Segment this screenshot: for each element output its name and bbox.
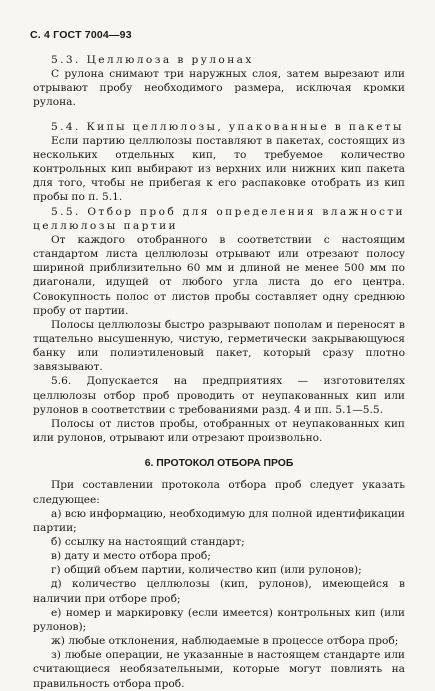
page-header: С. 4 ГОСТ 7004—93 xyxy=(30,29,132,41)
paragraph: Полосы от листов пробы, отобранных от неупакованных кип или рулонов, отрывают или отрезают произвольно. xyxy=(33,417,405,445)
heading-5-5: 5.5. Отбор проб для определения влажности целлюлозы партии xyxy=(33,205,405,232)
spacer xyxy=(33,110,405,120)
protocol-item-a: а) всю информацию, необходимую для полной идентификации партии; xyxy=(33,507,405,534)
protocol-item-b: б) ссылку на настоящий стандарт; xyxy=(51,536,245,548)
paragraph-5-6: 5.6. Допускается на предприятиях — изготовителях целлюлозы отбор проб проводить от неупакованных кип или рулонов в соответствии с требованиями разд. 4 и пп. 5.1—5.5. xyxy=(33,375,405,416)
paragraph: Если партию целлюлозы поставляют в пакетах, состоящих из нескольких отдельных кип, то требуемое количество контрольных кип выбирают из верхних или нижних кип пакета для того, чтобы не прибегая к его распаковке отобрать из кип пробы по п. 5.1. xyxy=(33,134,405,204)
protocol-item-v: в) дату и место отбора проб; xyxy=(51,550,211,563)
protocol-item-g: г) общий объем партии, количество кип (или рулонов); xyxy=(51,564,362,577)
protocol-item-zh: ж) любые отклонения, наблюдаемые в процессе отбора проб; xyxy=(51,635,399,648)
paragraph: С рулона снимают три наружных слоя, затем вырезают или отрывают пробу необходимого размера, исключая кромки рулона. xyxy=(33,68,405,109)
protocol-item-z: з) любые операции, не указанные в настоящем стандарте или считающиеся необязательными, которые могут повлиять на правильность отбора проб. xyxy=(33,649,405,690)
protocol-item-d: д) количество целлюлозы (кип, рулонов), имеющейся в наличии при отборе проб; xyxy=(33,578,405,605)
heading-5-4: 5.4. Кипы целлюлозы, упакованные в пакеты xyxy=(51,120,404,133)
paragraph: Полосы целлюлозы быстро разрывают пополам и переносят в тщательно высушенную, чистую, герметически закрывающуюся банку или полиэтиленовый пакет, который сразу плотно завязывают. xyxy=(33,318,405,374)
paragraph: От каждого отобранного в соответствии с настоящим стандартом листа целлюлозы отрывают или отрезают полосу шириной приблизительно 60 мм и длиной не менее 500 мм по диагонали, идущей от любого угла листа до его центра. Совокупность полос от листов пробы составляет одну среднюю пробу от партии. xyxy=(33,233,405,317)
protocol-intro: При составлении протокола отбора проб следует указать следующее: xyxy=(33,479,405,506)
heading-5-3: 5.3. Целлюлоза в рулонах xyxy=(51,54,254,66)
protocol-item-e: е) номер и маркировку (если имеется) контрольных кип (или рулонов); xyxy=(33,606,405,633)
section-title: 6. ПРОТОКОЛ ОТБОРА ПРОБ xyxy=(144,458,294,470)
document-body xyxy=(33,53,405,691)
